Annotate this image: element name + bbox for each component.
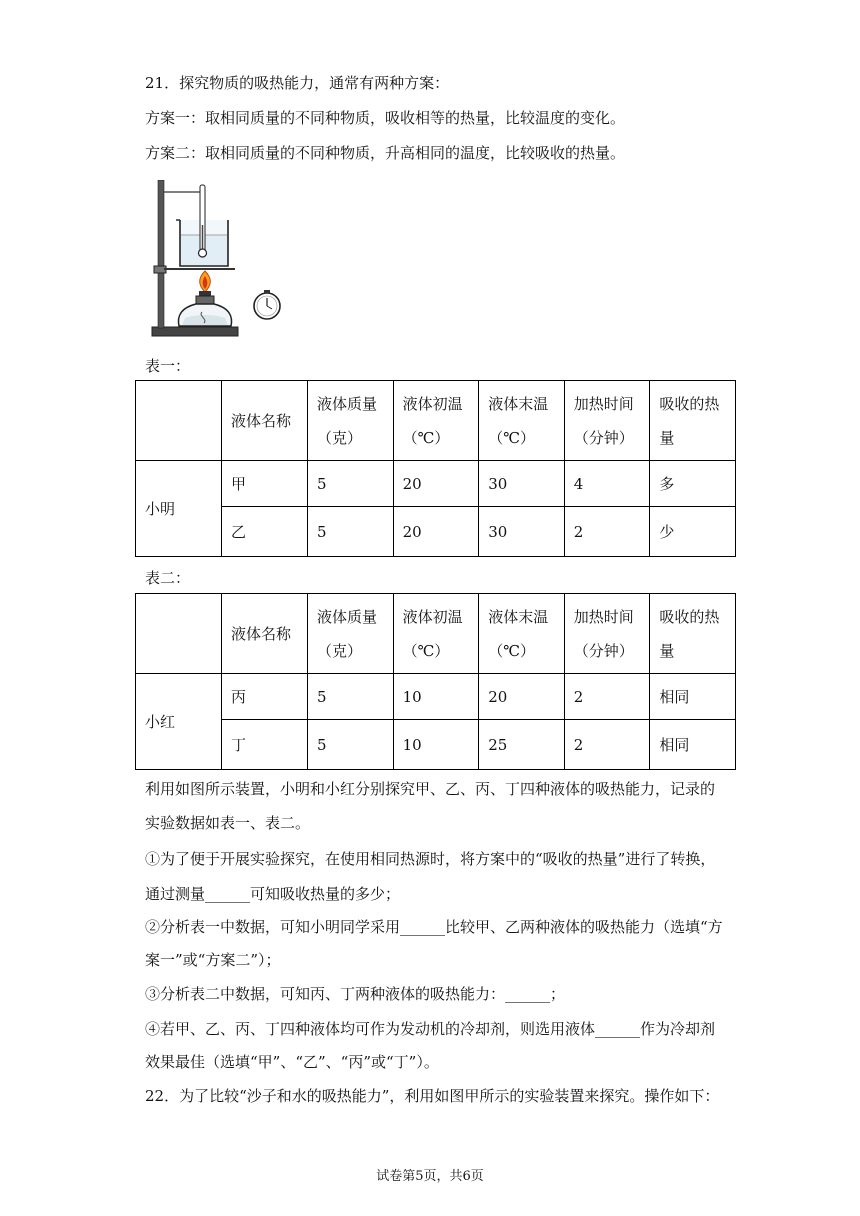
table-row (136, 720, 736, 770)
table-cell: 30 (479, 507, 565, 557)
table-cell: 2 (564, 507, 650, 557)
table-2-caption: 表二： (145, 569, 191, 587)
table-cell: 10 (393, 674, 479, 720)
page-footer: 试卷第5页，共6页 (376, 1169, 484, 1184)
paragraph-line: 实验数据如表一、表二。 (145, 814, 311, 832)
table-cell: 5 (308, 461, 394, 507)
group-cell: 小明 (136, 461, 222, 557)
table-cell: 5 (308, 720, 394, 770)
plan-1: 方案一：取相同质量的不同种物质，吸收相等的热量，比较温度的变化。 (145, 109, 626, 127)
table-row (136, 461, 736, 507)
question-21-title: 21．探究物质的吸热能力，通常有两种方案： (145, 74, 450, 92)
table-cell: 5 (308, 507, 394, 557)
plan-2: 方案二：取相同质量的不同种物质，升高相同的温度，比较吸收的热量。 (145, 144, 626, 162)
header-cell (136, 594, 222, 674)
table-cell: 少 (650, 507, 736, 557)
table-cell: 20 (479, 674, 565, 720)
table-cell: 丙 (222, 674, 308, 720)
question-4-line: 效果最佳（选填“甲”、“乙”、“丙”或“丁”）。 (145, 1053, 439, 1071)
table-1-caption: 表一： (145, 357, 191, 375)
header-cell: 液体质量 （克） (308, 594, 394, 674)
table-2 (135, 593, 736, 770)
header-cell: 液体末温 （℃） (479, 594, 565, 674)
header-cell: 液体末温 （℃） (479, 381, 565, 461)
question-4-line: ④若甲、乙、丙、丁四种液体均可作为发动机的冷却剂，则选用液体______作为冷却剂 (145, 1020, 716, 1038)
header-cell: 吸收的热 量 (650, 594, 736, 674)
table-cell: 相同 (650, 720, 736, 770)
table-cell: 乙 (222, 507, 308, 557)
header-cell: 液体名称 (222, 381, 308, 461)
table-1 (135, 380, 736, 557)
header-cell: 液体初温 （℃） (393, 381, 479, 461)
question-2-line: ②分析表一中数据，可知小明同学采用______比较甲、乙两种液体的吸热能力（选填“方 (145, 918, 723, 936)
question-1-line: 通过测量______可知吸收热量的多少； (145, 885, 401, 903)
table-2-header-row (136, 594, 736, 674)
table-cell: 2 (564, 674, 650, 720)
table-cell: 25 (479, 720, 565, 770)
table-row (136, 674, 736, 720)
table-cell: 20 (393, 461, 479, 507)
question-22-title: 22．为了比较“沙子和水的吸热能力”，利用如图甲所示的实验装置来探究。操作如下： (145, 1087, 720, 1105)
table-1-header-row (136, 381, 736, 461)
paragraph-line: 利用如图所示装置，小明和小红分别探究甲、乙、丙、丁四种液体的吸热能力，记录的 (145, 780, 716, 798)
table-row (136, 507, 736, 557)
group-cell: 小红 (136, 674, 222, 770)
header-cell: 液体名称 (222, 594, 308, 674)
header-cell: 液体质量 （克） (308, 381, 394, 461)
table-cell: 相同 (650, 674, 736, 720)
header-cell: 吸收的热 量 (650, 381, 736, 461)
table-cell: 4 (564, 461, 650, 507)
table-cell: 甲 (222, 461, 308, 507)
header-cell: 加热时间 （分钟） (564, 381, 650, 461)
heating-apparatus-figure (150, 180, 290, 342)
table-cell: 5 (308, 674, 394, 720)
table-cell: 10 (393, 720, 479, 770)
header-cell (136, 381, 222, 461)
table-cell: 丁 (222, 720, 308, 770)
table-cell: 多 (650, 461, 736, 507)
header-cell: 液体初温 （℃） (393, 594, 479, 674)
header-cell: 加热时间 （分钟） (564, 594, 650, 674)
table-cell: 30 (479, 461, 565, 507)
table-cell: 20 (393, 507, 479, 557)
question-1-line: ①为了便于开展实验探究，在使用相同热源时，将方案中的“吸收的热量”进行了转换， (145, 850, 716, 868)
question-2-line: 案一”或“方案二”）； (145, 951, 281, 969)
table-cell: 2 (564, 720, 650, 770)
question-3-line: ③分析表二中数据，可知丙、丁两种液体的吸热能力：______； (145, 985, 566, 1003)
